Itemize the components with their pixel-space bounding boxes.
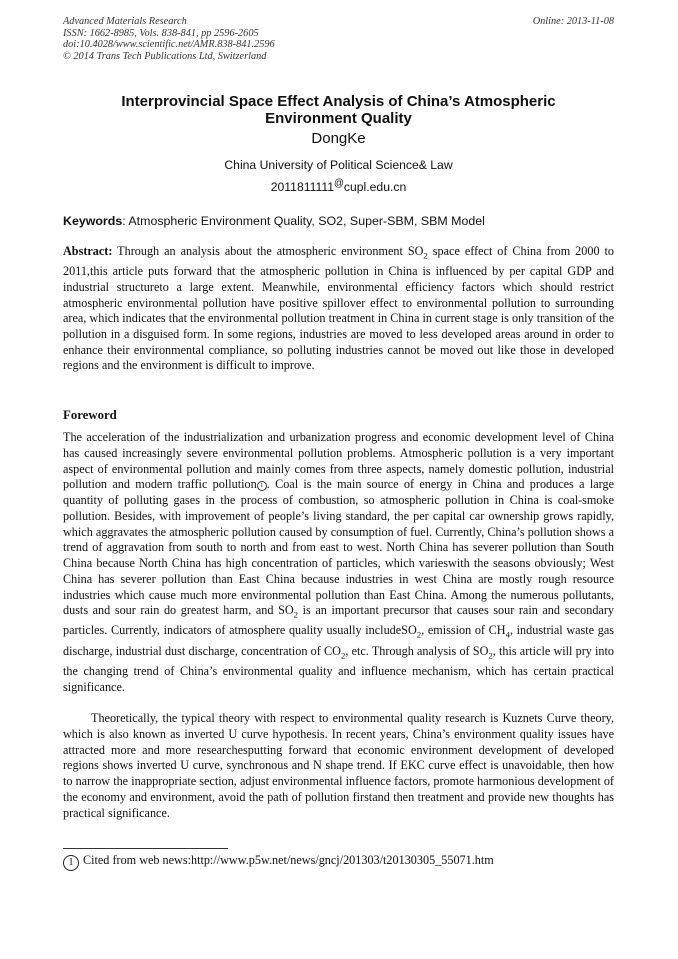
paragraph-text: The acceleration of the industrialization and urbanization progress and economic development level of China has caused increasingly severe environmental pollution problems. Atmospheric pollution is a very important aspect of environmental pollution and mainly comes from three aspects, namely domestic pollution, industrial pollution and modern traffic pollution (63, 430, 614, 492)
foreword-paragraph-1 (63, 430, 614, 695)
footnote-divider (63, 848, 228, 849)
author-name: DongKe (311, 130, 366, 147)
foreword-paragraph-2: Theoretically, the typical theory with respect to environmental quality research is Kuznets Curve theory, which is also known as inverted U curve hypothesis. In recent years, China’s environment quality issues have attracted more and more researchesputting forward that economic environment development of developed regions shows inverted U curve, synchronous and N shape trend. If EKC curve effect is unavoidable, then how to narrow the inappropriate section, adjust environmental influence factors, promote harmonious development of the economy and environment, avoid the path of pollution firstand then treatment and provide new thoughts has practical significance. (63, 711, 614, 820)
abstract-text: Through an analysis about the atmospheric environment SO (112, 244, 424, 258)
online-date: Online: 2013-11-08 (532, 16, 614, 27)
author-email (63, 178, 614, 194)
abstract-text: space effect of China from 2000 to 2011,this article puts forward that the atmospheric pollution in China is influenced by per capital GDP and industrial structureto a large extent. Meanwhile, environmental efficiency factors which should restrict atmospheric environmental pollution have positive spillover effect to environmental pollution to surrounding area, which indicates that the environmental pollution treatment in China in current stage is only transition of the pollution in a disguised form. In some regions, industries are moved to less developed areas around in order to enhance their environmental compliance, so polluting industries cannot be moved out like those in developed regions and the environment is difficult to improve. (63, 244, 614, 373)
subscript: 2 (293, 609, 299, 620)
footnote (63, 853, 494, 871)
paragraph-text: , emission of CH (421, 623, 506, 638)
paragraph-text: . Coal is the main source of energy in China and produces a large quantity of polluting gases in the process of combustion, so atmospheric pollution in China is coal-smoke pollution. Besides, with improvement of people’s living standard, the per capital car ownership grows rapidly, which aggravates the atmospheric pollution caused by consumption of fuel. Currently, China’s pollution shows a trend of aggravation from south to north and from east to west. North China has severer pollution than South China because North China has high concentration of particles, which varieswith the seasons obviously; West China has severer pollution than East China because industries in west China are mostly rough resource industries which cause much more environmental pollution than East China. Among the numerous pollutants, dusts and sour rain do greatest harm, and SO (63, 477, 614, 618)
paper-title (63, 93, 614, 127)
paper-title-line-2: Environment Quality (265, 110, 412, 127)
paper-title-line-1: Interprovincial Space Effect Analysis of China’s Atmospheric (121, 93, 556, 110)
journal-header (63, 16, 275, 62)
author-affiliation: China University of Political Science& Law (224, 158, 453, 172)
subscript: 2 (416, 629, 422, 640)
paragraph-text: , etc. Through analysis of SO (345, 643, 489, 658)
journal-name: Advanced Materials Research (63, 16, 187, 27)
subscript: 2 (340, 650, 346, 661)
footnote-marker: 1 (257, 481, 267, 491)
keywords-text: : Atmospheric Environment Quality, SO2, Super-SBM, SBM Model (122, 214, 485, 228)
email-user: 2011811111 (270, 180, 334, 195)
subscript: 4 (505, 629, 510, 640)
journal-copyright: © 2014 Trans Tech Publications Ltd, Switzerland (63, 50, 267, 62)
keywords-label: Keywords (63, 214, 123, 228)
abstract-label: Abstract: (63, 244, 113, 258)
journal-issn: ISSN: 1662-8985, Vols. 838-841, pp 2596-2605 (63, 27, 259, 39)
email-domain: cupl.edu.cn (343, 180, 407, 195)
email-at: @ (334, 178, 344, 189)
paragraph-text: , this article will pry into the changing trend of China’s environmental quality and influence mechanism, which has certain practical significance. (63, 643, 614, 694)
paragraph-text: is an important precursor that causes sour rain and secondary particles. Currently, indicators of atmosphere quality usually includeSO (63, 603, 614, 638)
footnote-text: Cited from web news:http://www.p5w.net/news/gncj/201303/t20130305_55071.htm (83, 853, 494, 867)
footnote-number: 1 (63, 855, 79, 871)
subscript: 2 (423, 250, 428, 261)
paragraph-text: , industrial waste gas discharge, industrial dust discharge, concentration of CO (63, 623, 614, 658)
keywords-line (63, 214, 614, 228)
abstract-paragraph (63, 244, 614, 374)
section-heading-foreword: Foreword (63, 408, 117, 422)
journal-doi: doi:10.4028/www.scientific.net/AMR.838-841.2596 (63, 39, 275, 50)
subscript: 2 (488, 650, 493, 661)
